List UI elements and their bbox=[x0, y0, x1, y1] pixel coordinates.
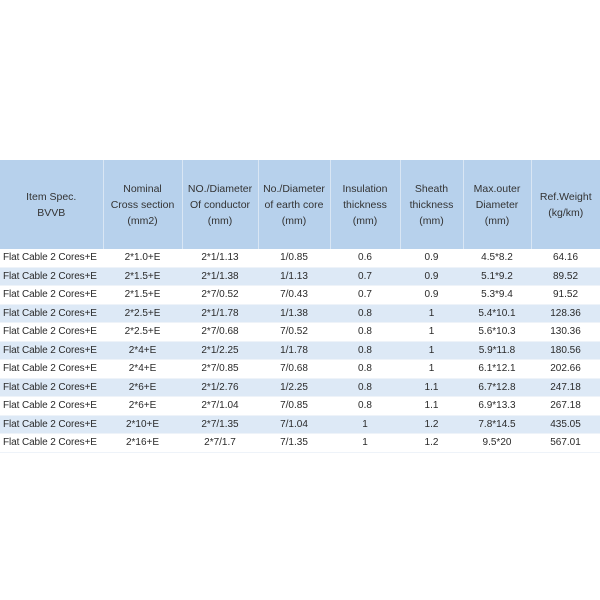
cell-weight: 130.36 bbox=[531, 323, 600, 342]
cell-cross-section: 2*1.0+E bbox=[103, 249, 182, 267]
cell-sheath: 1 bbox=[400, 304, 463, 323]
header-ref-weight: Ref.Weight (kg/km) bbox=[531, 160, 600, 249]
cell-earth-core: 7/1.04 bbox=[258, 415, 330, 434]
cell-sheath: 0.9 bbox=[400, 286, 463, 305]
cell-item-spec: Flat Cable 2 Cores+E bbox=[0, 360, 103, 379]
cell-conductor: 2*1/2.76 bbox=[182, 378, 258, 397]
table-header bbox=[0, 160, 600, 249]
cell-item-spec: Flat Cable 2 Cores+E bbox=[0, 286, 103, 305]
cell-outer-diameter: 7.8*14.5 bbox=[463, 415, 531, 434]
cell-item-spec: Flat Cable 2 Cores+E bbox=[0, 434, 103, 453]
cell-earth-core: 1/1.38 bbox=[258, 304, 330, 323]
cell-conductor: 2*1/1.38 bbox=[182, 267, 258, 286]
cell-insulation: 0.8 bbox=[330, 360, 400, 379]
cell-outer-diameter: 5.3*9.4 bbox=[463, 286, 531, 305]
cell-item-spec: Flat Cable 2 Cores+E bbox=[0, 323, 103, 342]
header-sheath-thickness: Sheath thickness (mm) bbox=[400, 160, 463, 249]
cell-cross-section: 2*4+E bbox=[103, 341, 182, 360]
cell-sheath: 1 bbox=[400, 360, 463, 379]
cell-cross-section: 2*2.5+E bbox=[103, 304, 182, 323]
cell-cross-section: 2*1.5+E bbox=[103, 267, 182, 286]
table-row bbox=[0, 323, 600, 342]
header-max-outer-diameter: Max.outer Diameter (mm) bbox=[463, 160, 531, 249]
cell-conductor: 2*7/0.68 bbox=[182, 323, 258, 342]
header-nominal-cross-section: Nominal Cross section (mm2) bbox=[103, 160, 182, 249]
cell-earth-core: 7/0.43 bbox=[258, 286, 330, 305]
cell-cross-section: 2*10+E bbox=[103, 415, 182, 434]
cell-cross-section: 2*16+E bbox=[103, 434, 182, 453]
cell-earth-core: 1/0.85 bbox=[258, 249, 330, 267]
table-row bbox=[0, 304, 600, 323]
cell-conductor: 2*1/1.78 bbox=[182, 304, 258, 323]
cell-conductor: 2*7/0.85 bbox=[182, 360, 258, 379]
cell-cross-section: 2*4+E bbox=[103, 360, 182, 379]
cell-earth-core: 1/1.13 bbox=[258, 267, 330, 286]
cell-item-spec: Flat Cable 2 Cores+E bbox=[0, 249, 103, 267]
cable-spec-table bbox=[0, 160, 600, 453]
cell-sheath: 1.1 bbox=[400, 378, 463, 397]
cell-weight: 180.56 bbox=[531, 341, 600, 360]
cell-insulation: 0.8 bbox=[330, 304, 400, 323]
cell-insulation: 0.7 bbox=[330, 286, 400, 305]
cell-item-spec: Flat Cable 2 Cores+E bbox=[0, 304, 103, 323]
cell-outer-diameter: 5.9*11.8 bbox=[463, 341, 531, 360]
cell-sheath: 1 bbox=[400, 323, 463, 342]
cell-earth-core: 7/0.85 bbox=[258, 397, 330, 416]
cell-weight: 91.52 bbox=[531, 286, 600, 305]
header-insulation-thickness: Insulation thickness (mm) bbox=[330, 160, 400, 249]
cell-conductor: 2*7/1.7 bbox=[182, 434, 258, 453]
cell-insulation: 1 bbox=[330, 415, 400, 434]
cell-outer-diameter: 5.6*10.3 bbox=[463, 323, 531, 342]
table-row bbox=[0, 434, 600, 453]
cell-sheath: 0.9 bbox=[400, 267, 463, 286]
cell-earth-core: 7/0.68 bbox=[258, 360, 330, 379]
cell-sheath: 1.2 bbox=[400, 415, 463, 434]
cell-conductor: 2*7/1.35 bbox=[182, 415, 258, 434]
table-row bbox=[0, 286, 600, 305]
cell-item-spec: Flat Cable 2 Cores+E bbox=[0, 415, 103, 434]
cell-item-spec: Flat Cable 2 Cores+E bbox=[0, 341, 103, 360]
table-row bbox=[0, 397, 600, 416]
cell-earth-core: 1/1.78 bbox=[258, 341, 330, 360]
cell-item-spec: Flat Cable 2 Cores+E bbox=[0, 397, 103, 416]
table-row bbox=[0, 415, 600, 434]
table-row bbox=[0, 249, 600, 267]
cell-cross-section: 2*6+E bbox=[103, 397, 182, 416]
cell-sheath: 0.9 bbox=[400, 249, 463, 267]
cell-earth-core: 7/0.52 bbox=[258, 323, 330, 342]
cell-weight: 567.01 bbox=[531, 434, 600, 453]
cell-conductor: 2*1/2.25 bbox=[182, 341, 258, 360]
table-body bbox=[0, 249, 600, 452]
cell-cross-section: 2*1.5+E bbox=[103, 286, 182, 305]
cell-insulation: 0.8 bbox=[330, 378, 400, 397]
cell-outer-diameter: 6.1*12.1 bbox=[463, 360, 531, 379]
cell-conductor: 2*7/0.52 bbox=[182, 286, 258, 305]
cell-weight: 267.18 bbox=[531, 397, 600, 416]
table-row bbox=[0, 360, 600, 379]
cell-insulation: 0.8 bbox=[330, 323, 400, 342]
cell-item-spec: Flat Cable 2 Cores+E bbox=[0, 267, 103, 286]
cell-insulation: 0.6 bbox=[330, 249, 400, 267]
cell-insulation: 1 bbox=[330, 434, 400, 453]
cell-sheath: 1.2 bbox=[400, 434, 463, 453]
cell-sheath: 1.1 bbox=[400, 397, 463, 416]
cell-conductor: 2*7/1.04 bbox=[182, 397, 258, 416]
cell-outer-diameter: 4.5*8.2 bbox=[463, 249, 531, 267]
cell-weight: 435.05 bbox=[531, 415, 600, 434]
cell-sheath: 1 bbox=[400, 341, 463, 360]
table-row bbox=[0, 267, 600, 286]
header-row bbox=[0, 160, 600, 249]
cell-weight: 202.66 bbox=[531, 360, 600, 379]
table-row bbox=[0, 378, 600, 397]
header-item-spec: Item Spec. BVVB bbox=[0, 160, 103, 249]
cell-outer-diameter: 9.5*20 bbox=[463, 434, 531, 453]
cell-item-spec: Flat Cable 2 Cores+E bbox=[0, 378, 103, 397]
header-conductor-diameter: NO./Diameter Of conductor (mm) bbox=[182, 160, 258, 249]
cell-insulation: 0.8 bbox=[330, 397, 400, 416]
cell-outer-diameter: 6.7*12.8 bbox=[463, 378, 531, 397]
cell-cross-section: 2*6+E bbox=[103, 378, 182, 397]
cell-weight: 128.36 bbox=[531, 304, 600, 323]
cell-cross-section: 2*2.5+E bbox=[103, 323, 182, 342]
cell-weight: 247.18 bbox=[531, 378, 600, 397]
cell-insulation: 0.8 bbox=[330, 341, 400, 360]
cell-outer-diameter: 5.4*10.1 bbox=[463, 304, 531, 323]
cell-weight: 64.16 bbox=[531, 249, 600, 267]
cell-outer-diameter: 6.9*13.3 bbox=[463, 397, 531, 416]
header-earth-core-diameter: No./Diameter of earth core (mm) bbox=[258, 160, 330, 249]
cell-earth-core: 1/2.25 bbox=[258, 378, 330, 397]
table-row bbox=[0, 341, 600, 360]
cell-weight: 89.52 bbox=[531, 267, 600, 286]
cell-conductor: 2*1/1.13 bbox=[182, 249, 258, 267]
cell-outer-diameter: 5.1*9.2 bbox=[463, 267, 531, 286]
cell-insulation: 0.7 bbox=[330, 267, 400, 286]
cell-earth-core: 7/1.35 bbox=[258, 434, 330, 453]
